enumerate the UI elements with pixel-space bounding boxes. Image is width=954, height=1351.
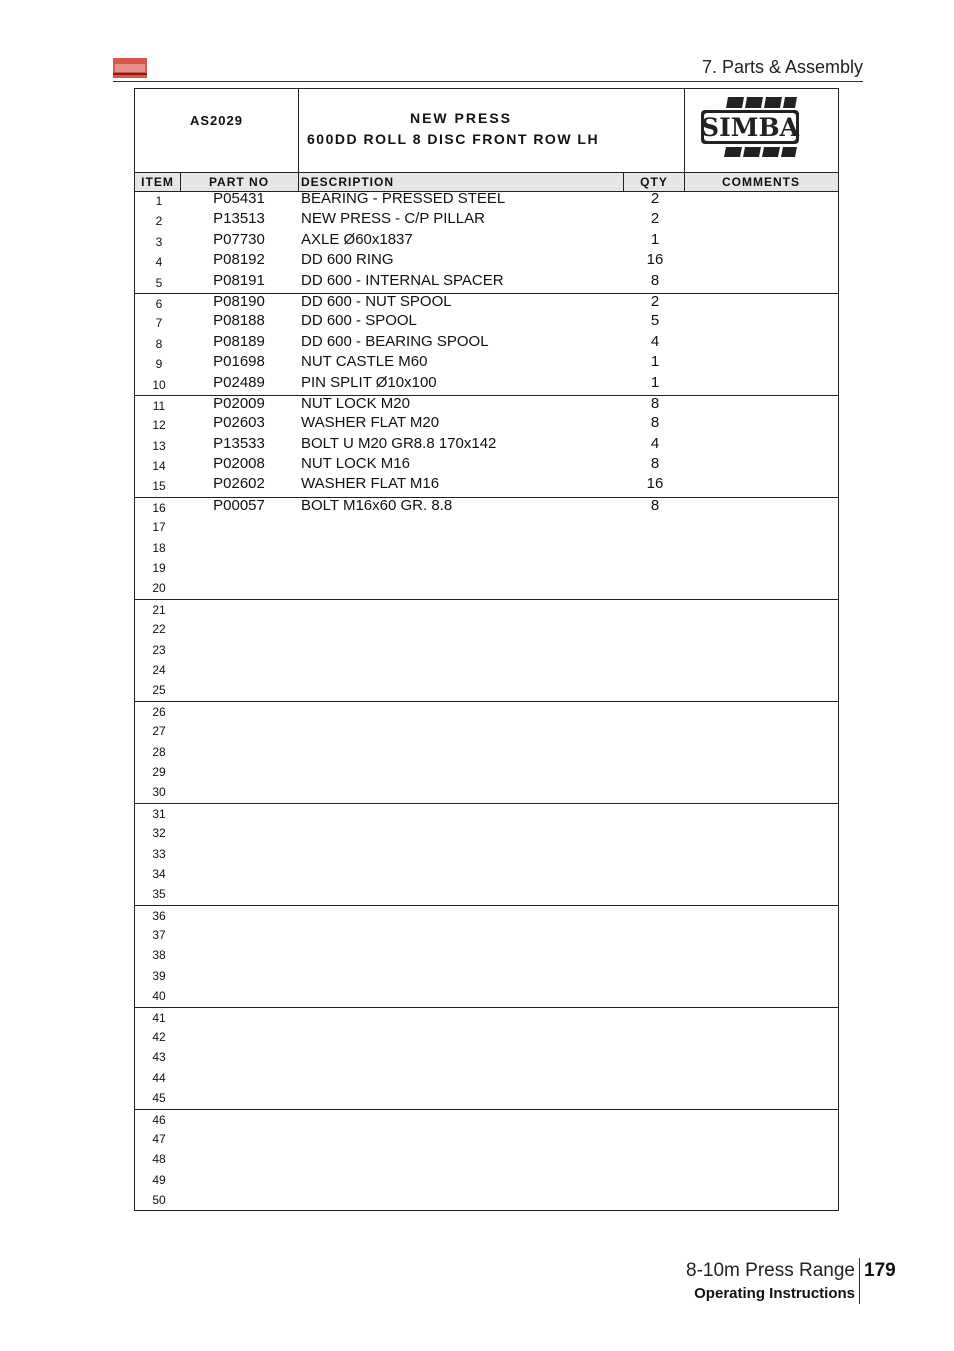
part-description: DD 600 RING (301, 251, 394, 269)
item-number: 20 (152, 581, 166, 596)
part-qty: 5 (650, 312, 660, 330)
table-row (135, 1149, 838, 1169)
item-number: 48 (152, 1152, 166, 1167)
table-row (135, 354, 838, 374)
item-number: 17 (152, 520, 166, 535)
part-number: P13533 (213, 434, 265, 452)
item-number: 3 (155, 234, 163, 249)
part-description: DD 600 - NUT SPOOL (301, 292, 452, 310)
part-description: NUT LOCK M16 (301, 455, 410, 473)
part-description: DD 600 - INTERNAL SPACER (301, 271, 504, 289)
item-number: 12 (152, 418, 166, 433)
part-qty: 1 (650, 373, 660, 391)
part-description: DD 600 - BEARING SPOOL (301, 332, 489, 350)
item-number: 30 (152, 785, 166, 800)
item-number: 36 (152, 908, 166, 923)
table-row (135, 1027, 838, 1047)
item-number: 15 (152, 479, 166, 494)
part-qty: 2 (650, 210, 660, 228)
part-number: P00057 (213, 496, 265, 514)
item-number: 34 (152, 866, 166, 881)
table-row (135, 293, 838, 313)
table-row (135, 1068, 838, 1088)
assembly-title-line1: NEW PRESS (409, 110, 512, 126)
table-row (135, 211, 838, 231)
item-number: 22 (152, 622, 166, 637)
table-row (135, 1170, 838, 1190)
part-qty: 4 (650, 434, 660, 452)
table-row (135, 517, 838, 537)
item-number: 23 (152, 642, 166, 657)
item-number: 10 (152, 377, 166, 392)
part-qty: 8 (650, 271, 660, 289)
item-number: 32 (152, 826, 166, 841)
item-number: 42 (152, 1030, 166, 1045)
table-row (135, 252, 838, 272)
part-number: P02009 (213, 394, 265, 412)
part-number: P05431 (213, 190, 265, 207)
simba-logo (684, 89, 838, 172)
part-description: NEW PRESS - C/P PILLAR (301, 210, 485, 228)
part-number: P02602 (213, 475, 265, 493)
col-header-part-no: PART NO (180, 173, 299, 191)
part-description: NUT CASTLE M60 (301, 353, 428, 371)
item-number: 40 (152, 989, 166, 1004)
part-qty: 1 (650, 353, 660, 371)
col-header-description: DESCRIPTION (298, 173, 624, 191)
table-row (135, 1007, 838, 1027)
item-number: 27 (152, 724, 166, 739)
item-number: 38 (152, 948, 166, 963)
item-number: 24 (152, 662, 166, 677)
table-row (135, 762, 838, 782)
item-number: 50 (152, 1193, 166, 1208)
item-number: 2 (155, 214, 163, 229)
part-qty: 8 (650, 496, 660, 514)
item-number: 25 (152, 683, 166, 698)
table-row (135, 191, 838, 211)
item-number: 13 (152, 438, 166, 453)
table-row (135, 232, 838, 252)
table-row (135, 578, 838, 598)
part-qty: 8 (650, 414, 660, 432)
col-header-item: ITEM (135, 173, 181, 191)
table-row (135, 273, 838, 293)
table-row (135, 538, 838, 558)
item-number: 4 (155, 255, 163, 270)
part-number: P08188 (213, 312, 265, 330)
table-row (135, 476, 838, 496)
table-row (135, 721, 838, 741)
table-row (135, 558, 838, 578)
col-header-comments: COMMENTS (722, 175, 800, 189)
assembly-title-line2: 600DD ROLL 8 DISC FRONT ROW LH (307, 131, 600, 147)
table-row (135, 1109, 838, 1129)
table-row (135, 313, 838, 333)
table-row (135, 456, 838, 476)
table-row (135, 395, 838, 415)
table-row (135, 986, 838, 1006)
part-number: P13513 (213, 210, 265, 228)
part-description: BOLT M16x60 GR. 8.8 (301, 496, 453, 514)
item-number: 18 (152, 540, 166, 555)
item-number: 1 (155, 194, 163, 208)
table-row (135, 436, 838, 456)
item-number: 16 (152, 500, 166, 515)
part-number: P07730 (213, 230, 265, 248)
item-number: 33 (152, 846, 166, 861)
item-number: 45 (152, 1091, 166, 1106)
item-number: 43 (152, 1050, 166, 1065)
part-description: BOLT U M20 GR8.8 170x142 (301, 434, 497, 452)
table-row (135, 619, 838, 639)
item-number: 26 (152, 704, 166, 719)
part-description: DD 600 - SPOOL (301, 312, 417, 330)
column-header-row (135, 172, 838, 192)
item-number: 31 (152, 806, 166, 821)
col-header-qty: QTY (624, 173, 685, 191)
part-description: NUT LOCK M20 (301, 394, 410, 412)
item-number: 49 (152, 1172, 166, 1187)
part-number: P02489 (213, 373, 265, 391)
item-number: 6 (155, 296, 163, 311)
simba-logo-cell (684, 89, 838, 172)
section-title: 7. Parts & Assembly (701, 57, 863, 77)
header-rule (113, 81, 863, 82)
table-row (135, 1129, 838, 1149)
part-qty: 16 (646, 251, 664, 269)
item-number: 37 (152, 928, 166, 943)
table-row (135, 782, 838, 802)
part-number: P02603 (213, 414, 265, 432)
part-description: PIN SPLIT Ø10x100 (301, 373, 437, 391)
part-number: P02008 (213, 455, 265, 473)
parts-table-body (135, 191, 838, 1211)
part-description: BEARING - PRESSED STEEL (301, 190, 506, 207)
table-row (135, 375, 838, 395)
simba-brand-logo (113, 58, 147, 78)
part-qty: 2 (650, 190, 660, 207)
table-row (135, 905, 838, 925)
assembly-title-cell (298, 89, 685, 172)
footer-subtitle: Operating Instructions (694, 1285, 855, 1302)
item-number: 47 (152, 1131, 166, 1146)
footer-divider (859, 1258, 860, 1304)
item-number: 5 (155, 275, 163, 290)
part-number: P08189 (213, 332, 265, 350)
item-number: 41 (152, 1010, 166, 1025)
table-row (135, 864, 838, 884)
parts-sheet (134, 88, 839, 1211)
table-row (135, 680, 838, 700)
assembly-code: AS2029 (190, 113, 243, 128)
part-number: P08191 (213, 271, 265, 289)
part-qty: 2 (650, 292, 660, 310)
table-row (135, 415, 838, 435)
table-row (135, 660, 838, 680)
part-qty: 1 (650, 230, 660, 248)
part-number: P08190 (213, 292, 265, 310)
part-qty: 8 (650, 394, 660, 412)
table-row (135, 599, 838, 619)
part-description: AXLE Ø60x1837 (301, 230, 413, 248)
item-number: 9 (155, 357, 163, 372)
table-row (135, 844, 838, 864)
table-row (135, 966, 838, 986)
page-number: 179 (864, 1260, 896, 1281)
part-description: WASHER FLAT M16 (301, 475, 440, 493)
part-description: WASHER FLAT M20 (301, 414, 440, 432)
item-number: 8 (155, 336, 163, 351)
item-number: 39 (152, 968, 166, 983)
part-qty: 4 (650, 332, 660, 350)
table-row (135, 334, 838, 354)
item-number: 21 (152, 602, 166, 617)
table-row (135, 1047, 838, 1067)
item-number: 19 (152, 561, 166, 576)
table-row (135, 701, 838, 721)
item-number: 29 (152, 764, 166, 779)
table-row (135, 884, 838, 904)
footer-product-range: 8-10m Press Range (686, 1260, 855, 1281)
item-number: 28 (152, 744, 166, 759)
table-row (135, 823, 838, 843)
simba-logo-text: SIMBA (701, 113, 799, 142)
table-row (135, 945, 838, 965)
item-number: 11 (152, 398, 166, 413)
part-qty: 16 (646, 475, 664, 493)
part-number: P08192 (213, 251, 265, 269)
table-row (135, 742, 838, 762)
assembly-code-cell (135, 89, 299, 172)
item-number: 46 (152, 1112, 166, 1127)
table-row (135, 803, 838, 823)
table-row (135, 1190, 838, 1210)
part-qty: 8 (650, 455, 660, 473)
item-number: 7 (155, 316, 163, 331)
item-number: 35 (152, 887, 166, 902)
item-number: 14 (152, 459, 166, 474)
part-number: P01698 (213, 353, 265, 371)
item-number: 44 (152, 1070, 166, 1085)
table-row (135, 497, 838, 517)
table-row (135, 925, 838, 945)
table-row (135, 1088, 838, 1108)
table-row (135, 640, 838, 660)
